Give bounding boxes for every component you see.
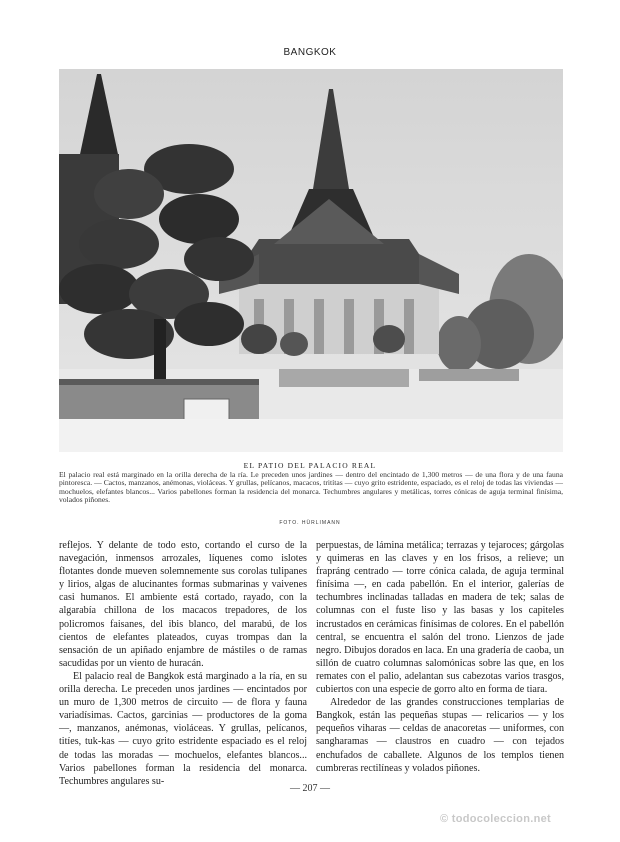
paragraph: Alrededor de las grandes construcciones templarias de Bangkok, están las pequeñas stupas — relicarios — y los pequeños viharas — celdas de anacoretas — uniformes, con sangharamas — claustros en cuadro — con tejados enchufados de caballete. Algunos de los templos tienen cumbreras rectilíneas y volados piñones. [316, 697, 564, 774]
text-column-right [316, 539, 564, 775]
paragraph: El palacio real de Bangkok está marginado a la ría, en su orilla derecha. Le preceden unos jardines — encintados por un muro de 1,300 metros de circuito — de flora y fauna variadísimas. Cactos, garcinias — productores de la goma —, manzanos, anémonas, violáceas. Y grullas, pelícanos, titíes, tuk-kas — cuyo grito estridente espaciado es el reloj de todas las moradas — mochuelos, elefantes blancos... Varios pabellones forman la residencia del monarca. Techumbres angulares su- [59, 670, 307, 787]
palace-courtyard-photo [59, 69, 563, 452]
paragraph: reflejos. Y delante de todo esto, cortando el curso de la navegación, inmensos arrozales, líquenes como islotes flotantes donde mueven solemnemente sus corolas tulipanes y lirios, algas de alucinantes formas submarinas y vaivenes casi humanos. El ambiente está cortado, rayado, con la algarabía chillona de los macacos trepadores, de los policromos faisanes, del ibis blanco, del marabú, de los cientos de elefantes plateados, cuyas trompas dan la sensación de un apiñado enjambre de mástiles o de ramas sacudidas por un viento de huracán. [59, 540, 307, 669]
photo-caption-text: El palacio real está marginado en la orilla derecha de la ría. Le preceden unos jardines — dentro del encintado de 1,300 metros — de una flora y de una fauna pintoresca. — Cactos, manzanos, anémonas, violáceas. Y grullas, pelícanos, macacos, tritítas — cuyo grito estridente, espaciado, es el reloj de todas las viviendas — mochuelos, elefantes blancos... Varios pabellones forman la residencia del monarca. Techumbres angulares y metálicas, torres cónicas de aguja terminal finísima, volados piñones. [59, 470, 563, 505]
photo-credit: FOTO. HÜRLIMANN [279, 520, 341, 526]
paragraph: perpuestas, de lámina metálica; terrazas y tejaroces; gárgolas y quimeras en las claves y en los frisos, a relieve; un frapráng centrado — torre cónica calada, de aguja terminal finísima —, en cada pabellón. En el interior, galerías de techumbres inclinadas talladas en madera de tek; salas de columnas con el fuste liso y las basas y los capiteles incrustados en cerámicas finísimas de colores. En el pabellón central, se encuentra el salón del trono. Lienzos de jade negro. Dibujos dorados en laca. En una gradería de caoba, un sillón de cuatro columnas salomónicas sobre las que, en los remates con el palio, adelantan sus cabezotas varios trasgos, cubiertos con una especie de gorro alto en forma de tiara. [316, 540, 564, 696]
page-number: — 207 — [290, 783, 330, 794]
text-column-left [59, 539, 307, 788]
photo-caption-title: EL PATIO DEL PALACIO REAL [243, 461, 377, 470]
watermark-text: © todocoleccion.net [440, 813, 551, 825]
running-header: BANGKOK [283, 47, 337, 58]
